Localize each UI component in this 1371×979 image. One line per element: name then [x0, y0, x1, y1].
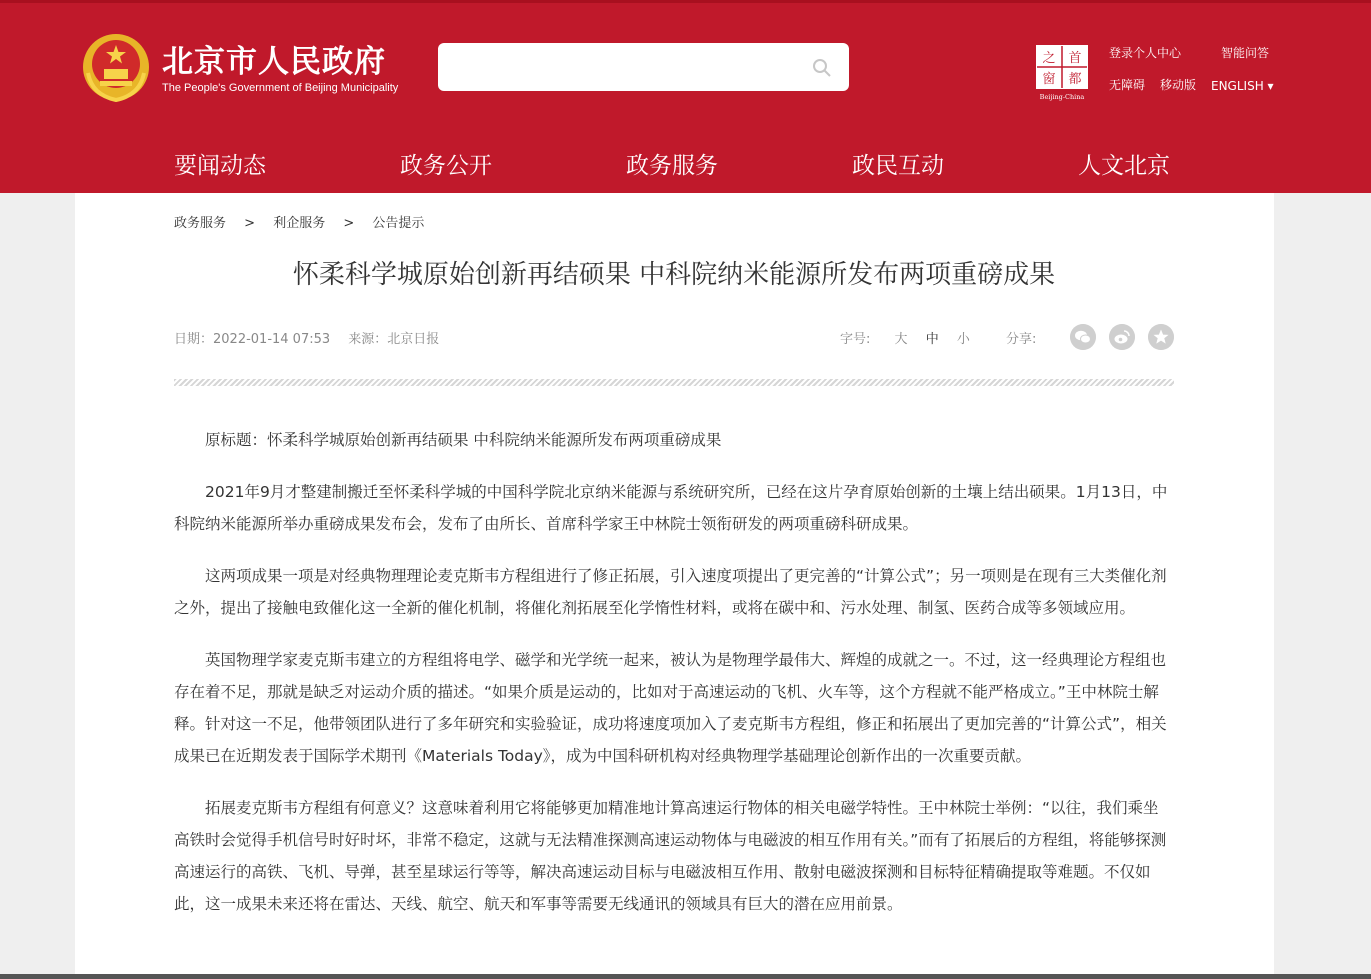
mobile-link[interactable]: 移动版 — [1160, 78, 1197, 92]
site-title[interactable]: 北京市人民政府 — [162, 44, 386, 80]
search-box[interactable] — [438, 43, 849, 91]
favorite-icon[interactable] — [1148, 324, 1174, 350]
svg-text:窗: 窗 — [1042, 72, 1056, 87]
article-paragraph: 原标题：怀柔科学城原始创新再结硕果 中科院纳米能源所发布两项重磅成果 — [205, 431, 722, 449]
article-paragraph: 这两项成果一项是对经典物理理论麦克斯韦方程组进行了修正拓展，引入速度项提出了更完善的“计算公式”；另一项则是在现有三大类催化剂之外，提出了接触电致催化这一全新的催化机制，将催化剂拓展至化学惰性材料，或将在碳中和、污水处理、制氢、医药合成等多领域应用。 — [174, 567, 1167, 617]
article-source: 来源：北京日报 — [348, 332, 440, 347]
svg-text:之: 之 — [1042, 51, 1056, 66]
article-paragraph: 拓展麦克斯韦方程组有何意义？这意味着利用它将能够更加精准地计算高速运行物体的相关电磁学特性。王中林院士举例：“以往，我们乘坐高铁时会觉得手机信号时好时坏，非常不稳定，这就与无法精准探测高速运动物体与电磁波的相互作用有关。”而有了拓展后的方程组，将能够探测高速运行的高铁、飞机、导弹，甚至星球运行等等，解决高速运动目标与电磁波相互作用、散射电磁波探测和目标特征精确提取等难题。不仅如此，这一成果未来还将在雷达、天线、航空、航天和军事等需要无线通讯的领域具有巨大的潜在应用前景。 — [174, 799, 1167, 913]
share-label: 分享: — [1006, 332, 1037, 347]
header-top-line — [0, 0, 1371, 3]
site-subtitle: The People's Government of Beijing Municipality — [162, 82, 399, 94]
nav-item-news[interactable]: 要闻动态 — [174, 153, 266, 179]
svg-text:都: 都 — [1068, 72, 1082, 87]
nav-item-interaction[interactable]: 政民互动 — [852, 153, 944, 179]
svg-text:首: 首 — [1068, 51, 1082, 66]
accessibility-link[interactable]: 无障碍 — [1109, 78, 1146, 92]
font-size-small[interactable]: 小 — [956, 332, 970, 347]
article-title: 怀柔科学城原始创新再结硕果 中科院纳米能源所发布两项重磅成果 — [292, 260, 1056, 290]
title-divider — [174, 379, 1174, 386]
breadcrumb-item[interactable]: 公告提示 — [372, 216, 425, 231]
article-date: 日期：2022-01-14 07:53 — [174, 332, 331, 347]
login-link[interactable]: 登录个人中心 — [1109, 46, 1182, 60]
weibo-icon[interactable] — [1109, 324, 1135, 350]
breadcrumb — [174, 212, 438, 231]
breadcrumb-item[interactable]: 利企服务 — [273, 216, 326, 231]
font-size-label: 字号: — [840, 332, 871, 347]
article-meta — [174, 328, 439, 347]
article-body — [174, 424, 1174, 940]
capital-window-logo[interactable] — [1034, 43, 1090, 101]
breadcrumb-separator: > — [244, 216, 256, 231]
search-input[interactable] — [450, 53, 794, 83]
nav-item-culture[interactable]: 人文北京 — [1078, 153, 1170, 179]
english-link[interactable]: ENGLISH ▾ — [1211, 79, 1274, 93]
capital-logo-caption: Beijing-China — [1039, 93, 1085, 101]
font-size-large[interactable]: 大 — [894, 332, 908, 347]
breadcrumb-item[interactable]: 政务服务 — [174, 216, 227, 231]
font-size-medium[interactable]: 中 — [925, 332, 939, 347]
font-size-control — [840, 328, 970, 347]
article-paragraph: 2021年9月才整建制搬迁至怀柔科学城的中国科学院北京纳米能源与系统研究所，已经在这片孕育原始创新的土壤上结出硕果。1月13日，中科院纳米能源所举办重磅成果发布会，发布了由所长、首席科学家王中林院士领衔研发的两项重磅科研成果。 — [174, 483, 1168, 533]
breadcrumb-separator: > — [343, 216, 355, 231]
article-paragraph: 英国物理学家麦克斯韦建立的方程组将电学、磁学和光学统一起来，被认为是物理学最伟大、辉煌的成就之一。不过，这一经典理论方程组也存在着不足，那就是缺乏对运动介质的描述。“如果介质是运动的，比如对于高速运动的飞机、火车等，这个方程就不能严格成立。”王中林院士解释。针对这一不足，他带领团队进行了多年研究和实验验证，成功将速度项加入了麦克斯韦方程组，修正和拓展出了更加完善的“计算公式”，相关成果已在近期发表于国际学术期刊《Materials Today》，成为中国科研机构对经典物理学基础理论创新作出的一次重要贡献。 — [174, 651, 1167, 765]
search-icon[interactable] — [812, 58, 832, 78]
wechat-icon[interactable] — [1070, 324, 1096, 350]
nav-item-gov-affairs[interactable]: 政务公开 — [400, 153, 492, 179]
smart-qa-link[interactable]: 智能问答 — [1221, 46, 1270, 60]
window-bottom-bar — [0, 974, 1371, 979]
nav-item-services[interactable]: 政务服务 — [626, 153, 718, 179]
national-emblem-icon[interactable] — [82, 31, 150, 103]
